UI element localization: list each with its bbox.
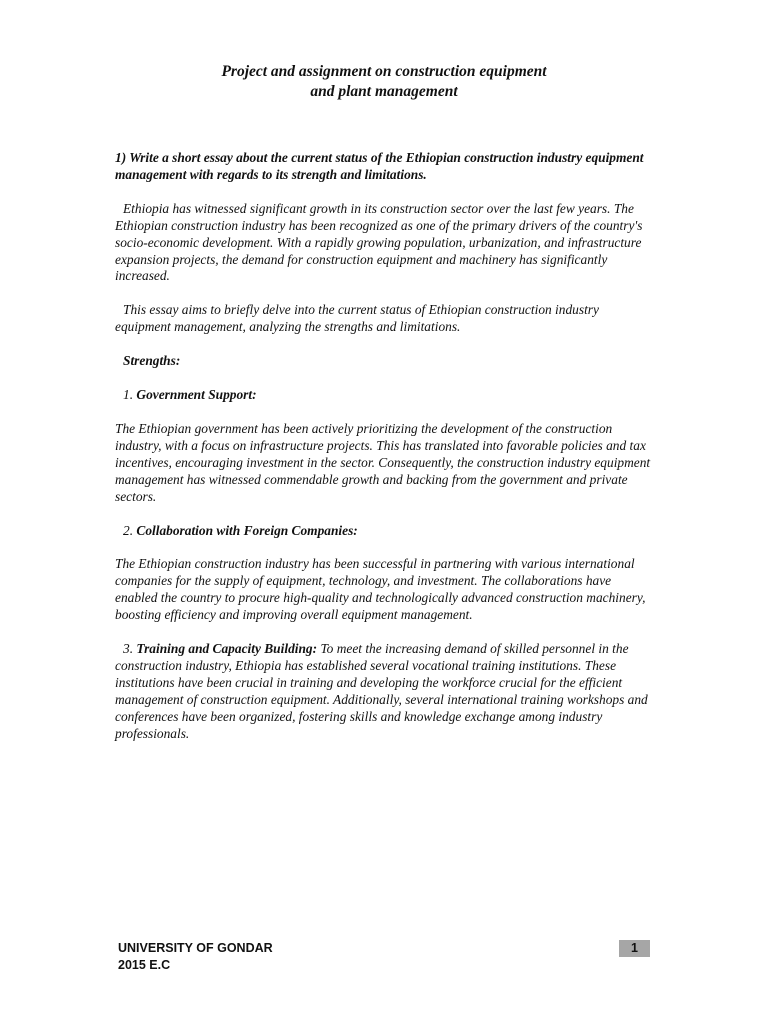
list-item-number: 2. [123,522,134,538]
document-title [0,62,768,102]
list-item-heading-2 [123,523,655,540]
list-item-label: Training and Capacity Building: [136,641,318,657]
list-item-paragraph-1: The Ethiopian government has been actively prioritizing the development of the construction industry, with a focus on infrastructure projects. This has translated into favorable policies and tax incentives, encouraging investment in the sector. Consequently, the construction industry equipment management has witnessed commendable growth and backing from the government and private sectors. [115,420,651,504]
list-item-paragraph-2: The Ethiopian construction industry has been successful in partnering with various international companies for the supply of equipment, technology, and investment. The collaborations have enabled the country to procure high-quality and technologically advanced construction machinery, boosting efficiency and improving overall equipment management. [115,556,646,623]
list-item-paragraph-3 [115,641,655,742]
list-item-label: Government Support: [136,387,257,403]
list-item-number: 1. [123,387,134,403]
list-item-label: Collaboration with Foreign Companies: [136,522,358,538]
intro-paragraph: Ethiopia has witnessed significant growth in its construction sector over the last few years. The Ethiopian construction industry has been recognized as one of the primary drivers of the country's socio-economic development. With a rapidly growing population, urbanization, and infrastructure expansion projects, the demand for construction equipment and machinery has significantly increased. [115,200,643,284]
question-text: 1) Write a short essay about the current status of the Ethiopian construction industry equipment management with regards to its strength and limitations. [115,150,644,182]
list-item-text: To meet the increasing demand of skilled personnel in the construction industry, Ethiopia has established several vocational training institutions. These institutions have been crucial in training and developing the workforce crucial for the efficient management of construction equipment. Additionally, several international training workshops and conferences have been organized, fostering skills and knowledge exchange among industry professionals. [115,641,648,741]
list-item-heading-1 [123,387,655,404]
aim-paragraph: This essay aims to briefly delve into the current status of Ethiopian construction industry equipment management, analyzing the strengths and limitations. [115,302,599,335]
page-footer [118,940,273,974]
footer-university: UNIVERSITY OF GONDAR [118,941,273,955]
document-body [115,150,655,759]
title-line-1: Project and assignment on construction equipment [221,63,547,80]
footer-year: 2015 E.C [118,958,171,972]
page-number-badge: 1 [619,940,650,957]
strengths-heading: Strengths: [123,353,181,369]
title-line-2: and plant management [310,83,458,100]
list-item-number: 3. [123,641,134,657]
